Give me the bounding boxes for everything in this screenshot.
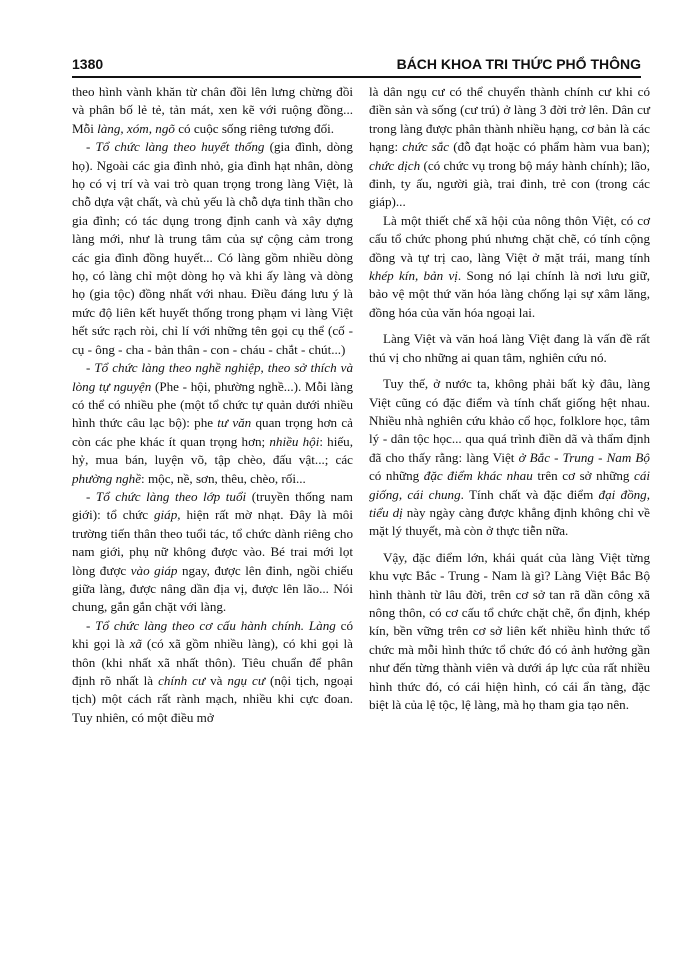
header-rule: [72, 76, 641, 78]
paragraph: - Tổ chức làng theo lớp tuổi (truyền thống nam giới): tổ chức giáp, hiện rất mờ nhạt. Đây là môi trường tiến thân theo tuổi tác, tổ chức dành riêng cho nam giới, phụ nữ không được vào. Bé trai mới lọt lòng được vào giáp ngay, được lên đinh, ngồi chiếu giữa làng, được nâng dần địa vị, được lên lão... Nói chung, gắn gắn chặt với làng.: [72, 488, 354, 615]
paragraph: theo hình vành khăn từ chân đồi lên lưng chừng đồi và phân bố lẻ tẻ, tản mát, xen kẽ với ruộng đồng... Mỗi làng, xóm, ngõ có cuộc sống riêng tương đối.: [72, 84, 353, 136]
left-column: [72, 83, 353, 727]
paragraph: Là một thiết chế xã hội của nông thôn Việt, có cơ cấu tổ chức phong phú nhưng chặt chẽ, có tính cộng đồng và tự trị cao, làng Việt ở mặt trái, mang tính khép kín, bản vị. Song nó lại chính là nơi lưu giữ, bảo vệ một thứ văn hóa làng chống lại sự xâm lăng, đồng hóa của văn hóa ngoại lai.: [369, 212, 650, 320]
book-title: BÁCH KHOA TRI THỨC PHỔ THÔNG: [396, 56, 641, 72]
paragraph: - Tổ chức làng theo nghề nghiệp, theo sở thích và lòng tự nguyện (Phe - hội, phường nghề...). Mỗi làng có thể có nhiều phe (một tổ chức tự quản dưới nhiều hình thức câu lạc bộ): phe tư văn quan trọng hơn cả còn các phe khác ít quan trọng hơn; nhiều hội: hiếu, hỷ, mua bán, luyện võ, tập chèo, đấu vật...; các phường nghề: mộc, nề, sơn, thêu, chèo, rối...: [72, 360, 353, 486]
paragraph: Làng Việt và văn hoá làng Việt đang là vấn đề rất thú vị cho những ai quan tâm, nghiên cứu nó.: [369, 331, 650, 365]
paragraph: - Tổ chức làng theo huyết thống (gia đình, dòng họ). Ngoài các gia đình nhỏ, gia đình hạt nhân, dòng họ có vị trí và vai trò quan trọng trong làng Việt, là chỗ dựa vật chất, và chủ yếu là chỗ dựa tinh thần cho gia đình; có tác dụng trong định canh và xây dựng làng mới, như là trung tâm của sự cộng cảm trong các gia đình đồng huyết... Có làng gồm nhiều dòng họ, có làng chỉ một dòng họ và khi ấy làng và dòng họ (gia tộc) đồng nhất với nhau. Điều đáng lưu ý là mức độ liên kết huyết thống trong phạm vi làng Việt hết sức rạch ròi, chỉ lí với những tên gọi cụ thể (cố - cụ - ông - cha - bản thân - con - cháu - chắt - chút...): [72, 139, 353, 357]
paragraph: Tuy thế, ở nước ta, không phải bất kỳ đâu, làng Việt cũng có đặc điểm và tính chất giống hệt nhau. Nhiều nhà nghiên cứu khảo cổ học, folklore học, tâm lý - dân tộc học... qua quá trình điền dã và thẩm định đã cho thấy rằng: làng Việt ở Bắc - Trung - Nam Bộ có những đặc điểm khác nhau trên cơ sở những cái giống, cái chung. Tính chất và đặc điểm đại đồng, tiểu dị này ngày càng được khẳng định không chỉ về mặt lý thuyết, mà còn ở thực tiễn nữa.: [369, 376, 651, 539]
right-column: [369, 83, 650, 714]
paragraph: - Tổ chức làng theo cơ cấu hành chính. Làng có khi gọi là xã (có xã gồm nhiều làng), có khi gọi là thôn (khi nhất xã nhất thôn). Tiêu chuẩn để phân định rõ nhất là chính cư và ngụ cư (nội tịch, ngoại tịch) một cách rất rành mạch, nhiều khi cực đoan. Tuy nhiên, có một điều mở: [72, 617, 354, 725]
page-header: [72, 52, 641, 72]
paragraph: là dân ngụ cư có thể chuyển thành chính cư khi có điền sản và sống (cư trú) ở làng 3 đời trở lên. Dân cư trong làng được phân thành nhiều hạng, cơ bản là các hạng: chức sắc (đỗ đạt hoặc có phẩm hàm vua ban); chức dịch (có chức vụ trong bộ máy hành chính); lão, đinh, ty ấu, người già, trai đinh, trẻ con (trong các giáp)...: [369, 84, 651, 210]
page-number: 1380: [72, 56, 104, 72]
paragraph: Vậy, đặc điểm lớn, khái quát của làng Việt từng khu vực Bắc - Trung - Nam là gì? Làng Việt Bắc Bộ hình thành từ lâu đời, trên cơ sở tan rã dần công xã nông thôn, có cơ cấu tổ chức chặt chẽ, ổn định, khép kín, bền vững trên cơ sở liên kết nhiều hình thức tổ chức mà mỗi hình thức tổ chức đó có ảnh hưởng gần như đến từng thành viên và dưới áp lực của rất nhiều hình thức đó, có cái hiện hình, có cái ẩn tàng, đặc biệt là của lệ tộc, lệ làng, mà họ tham gia tạo nên.: [369, 549, 650, 712]
